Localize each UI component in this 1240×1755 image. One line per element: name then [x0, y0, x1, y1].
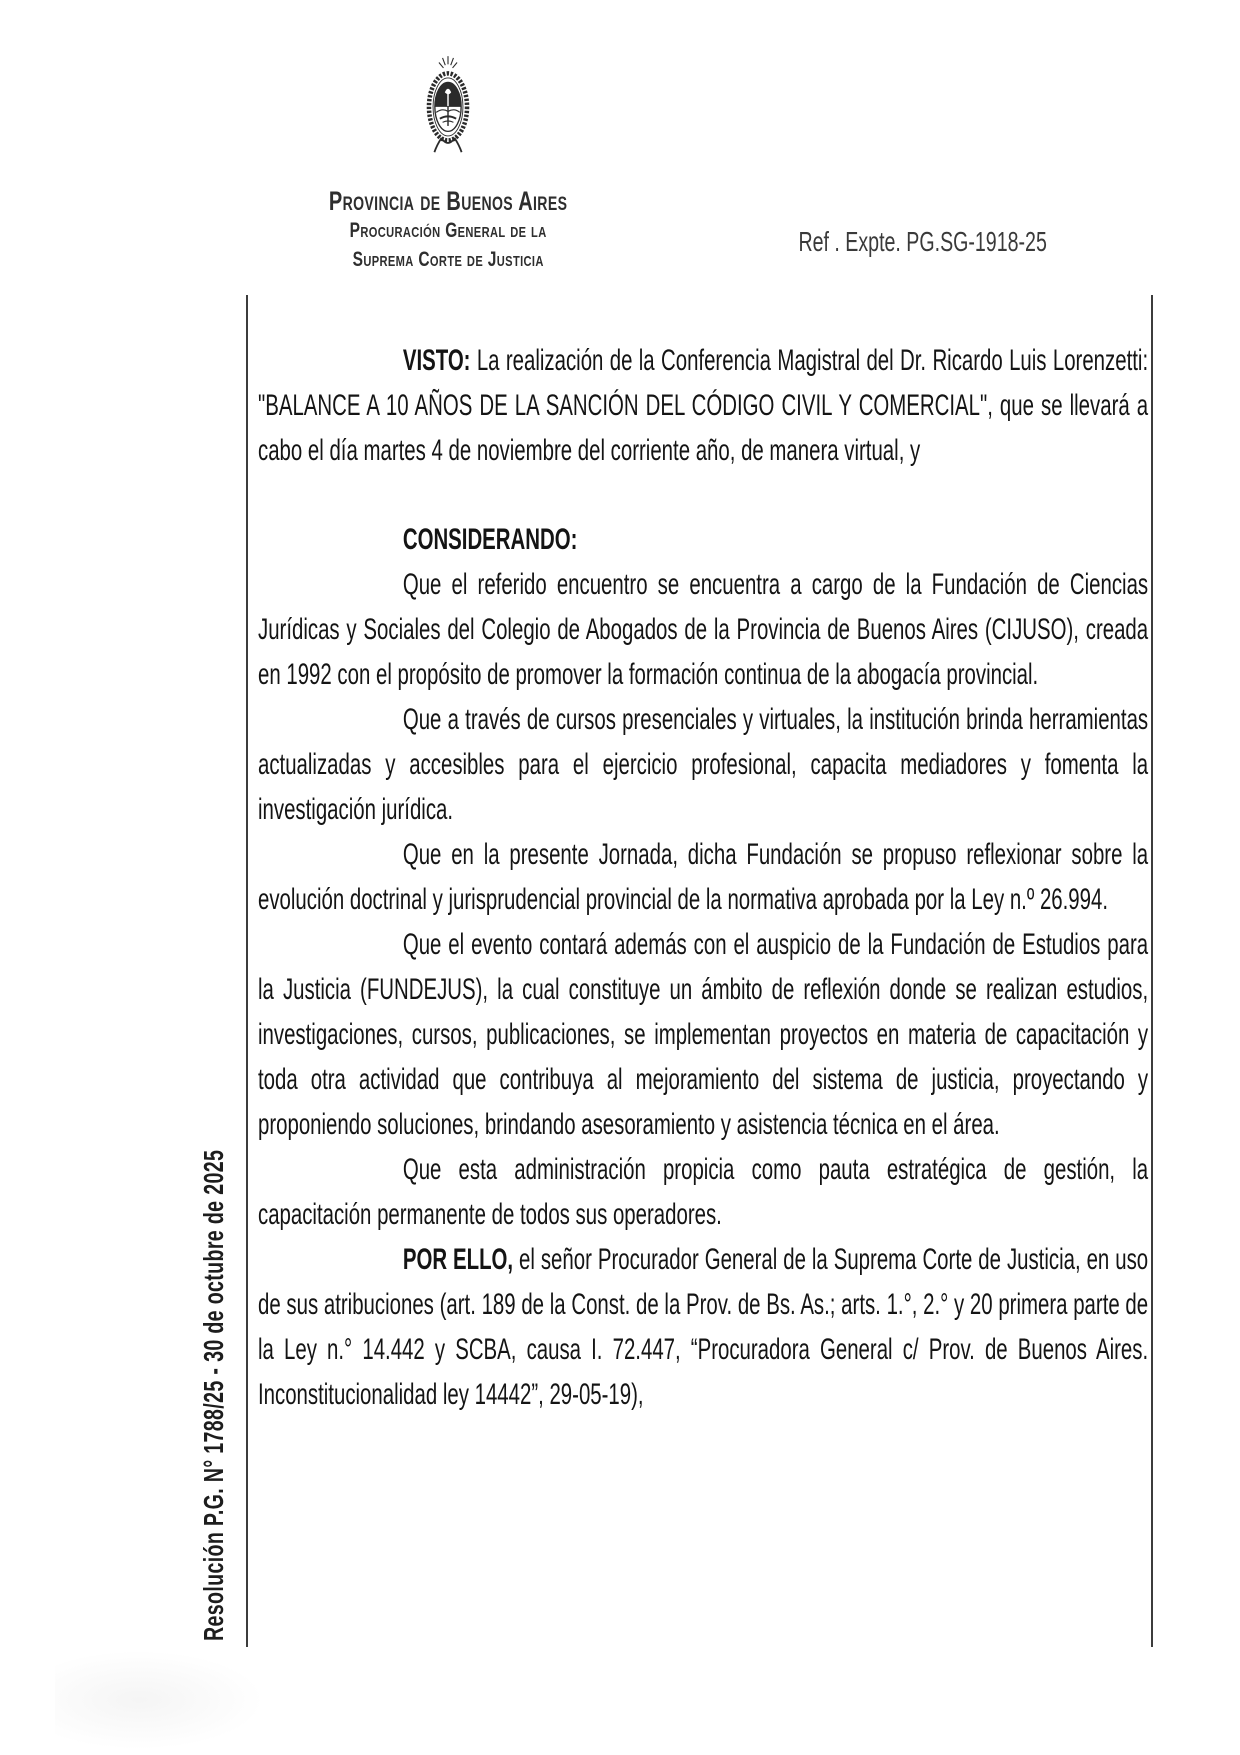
paragraph: Que esta administración propicia como pauta estratégica de gestión, la capacitación permanente de todos sus operadores. — [258, 1153, 1149, 1231]
paragraph: Que el evento contará además con el auspicio de la Fundación de Estudios para la Justicia (FUNDEJUS), la cual constituye un ámbito de reflexión donde se realizan estudios, investigaciones, cursos, publicaciones, se implementan proyectos en materia de capacitación y toda otra actividad que contribuya al mejoramiento del sistema de justicia, proyectando y proponiendo soluciones, brindando asesoramiento y asistencia técnica en el área. — [258, 928, 1149, 1141]
org-name-line2: Procuración General de la — [349, 219, 547, 242]
paragraph: Que en la presente Jornada, dicha Fundación se propuso reflexionar sobre la evolución doctrinal y jurisprudencial provincial de la normativa aprobada por la Ley n.º 26.994. — [258, 838, 1149, 916]
paragraph: VISTO: La realización de la Conferencia Magistral del Dr. Ricardo Luis Lorenzetti: "BALANCE A 10 AÑOS DE LA SANCIÓN DEL CÓDIGO CIVIL Y COMERCIAL", que se llevará a cabo el día martes 4 de noviembre del corriente año, de manera virtual, y — [258, 344, 1149, 467]
section-heading — [258, 517, 1148, 562]
org-name-line3: Suprema Corte de Justicia — [352, 248, 544, 271]
expediente-reference: Ref . Expte. PG.SG-1918-25 — [798, 226, 1047, 257]
paragraph-lead: CONSIDERANDO: — [402, 523, 578, 556]
paragraph-lead: VISTO: — [402, 344, 471, 377]
letterhead — [198, 50, 698, 274]
paragraph: Que el referido encuentro se encuentra a cargo de la Fundación de Ciencias Jurídicas y Sociales del Colegio de Abogados de la Provincia de Buenos Aires (CIJUSO), creada en 1992 con el propósito de promover la formación continua de la abogacía provincial. — [258, 568, 1149, 691]
coat-of-arms-icon — [419, 50, 477, 162]
left-margin-rule — [246, 295, 248, 1647]
resolution-number-label: Resolución P.G. N° 1788/25 - 30 de octubre de 2025 — [198, 1149, 229, 1641]
paragraph-lead: POR ELLO, — [402, 1243, 514, 1276]
scan-artifact-smudge — [55, 1650, 265, 1750]
paragraph: Que a través de cursos presenciales y virtuales, la institución brinda herramientas actualizadas y accesibles para el ejercicio profesional, capacita mediadores y fomenta la investigación jurídica. — [258, 703, 1149, 826]
paragraph: POR ELLO, el señor Procurador General de la Suprema Corte de Justicia, en uso de sus atribuciones (art. 189 de la Const. de la Prov. de Bs. As.; arts. 1.°, 2.° y 20 primera parte de la Ley n.° 14.442 y SCBA, causa I. 72.447, “Procuradora General c/ Prov. de Buenos Aires. Inconstitucionalidad ley 14442”, 29-05-19), — [258, 1243, 1149, 1411]
org-name-line1: Provincia de Buenos Aires — [328, 186, 568, 216]
body-text — [258, 338, 1148, 1417]
right-margin-rule — [1151, 295, 1153, 1647]
